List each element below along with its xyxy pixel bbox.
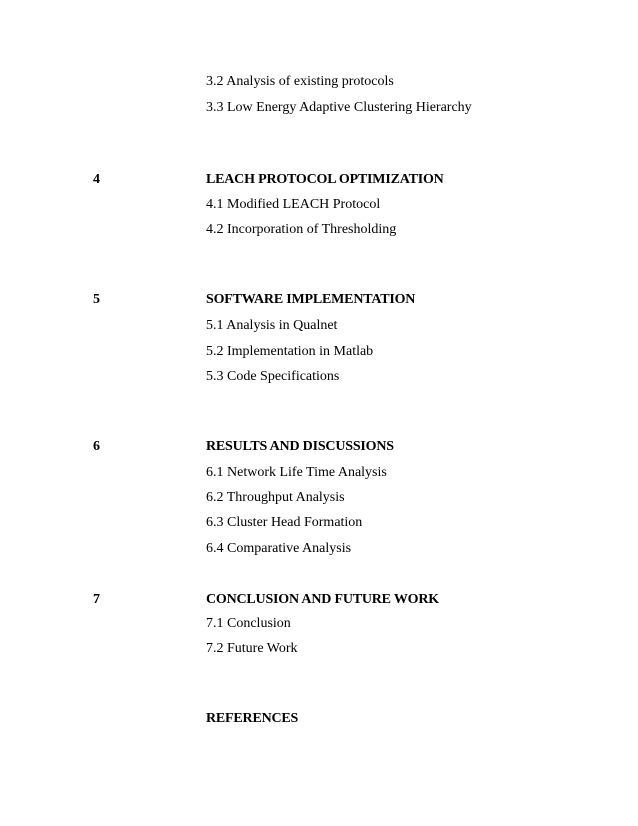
toc-entry: 7.1 Conclusion	[206, 616, 291, 631]
chapter-number: 6	[93, 439, 100, 454]
toc-entry: 5.3 Code Specifications	[206, 369, 340, 384]
toc-entry: 6.2 Throughput Analysis	[206, 490, 345, 505]
chapter-number: 4	[93, 172, 100, 187]
toc-entry: 3.3 Low Energy Adaptive Clustering Hierarchy	[206, 100, 472, 115]
toc-entry: 4.1 Modified LEACH Protocol	[206, 197, 381, 212]
chapter-title: CONCLUSION AND FUTURE WORK	[206, 592, 439, 607]
toc-entry: 7.2 Future Work	[206, 641, 298, 656]
toc-entry: 5.2 Implementation in Matlab	[206, 344, 374, 359]
references-heading: REFERENCES	[206, 711, 299, 726]
chapter-number: 7	[93, 592, 100, 607]
chapter-number: 5	[93, 292, 100, 307]
toc-entry: 3.2 Analysis of existing protocols	[206, 74, 394, 89]
toc-entry: 6.4 Comparative Analysis	[206, 541, 352, 556]
chapter-title: LEACH PROTOCOL OPTIMIZATION	[206, 172, 444, 187]
chapter-title: RESULTS AND DISCUSSIONS	[206, 439, 394, 454]
toc-entry: 6.3 Cluster Head Formation	[206, 515, 363, 530]
toc-entry: 6.1 Network Life Time Analysis	[206, 465, 387, 480]
toc-entry: 5.1 Analysis in Qualnet	[206, 318, 338, 333]
chapter-title: SOFTWARE IMPLEMENTATION	[206, 292, 416, 307]
toc-entry: 4.2 Incorporation of Thresholding	[206, 222, 397, 237]
